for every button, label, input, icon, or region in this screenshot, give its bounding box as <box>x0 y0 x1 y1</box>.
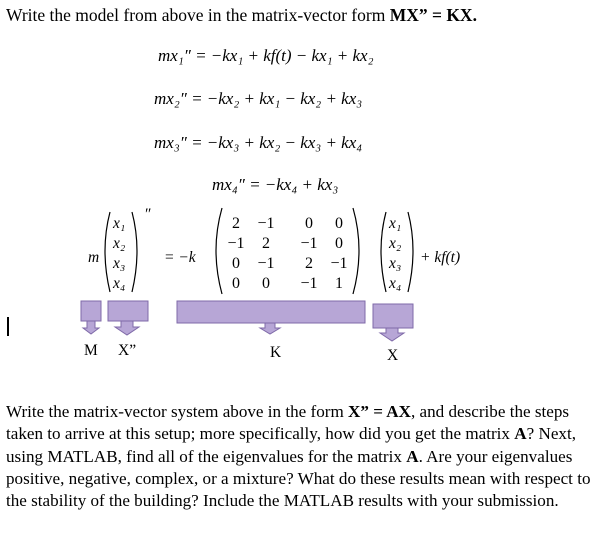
matrix-cell: −1 <box>257 215 275 232</box>
label-k: K <box>270 344 282 361</box>
left-vector-x2: x₂ <box>113 235 126 252</box>
stiffness-matrix <box>227 215 347 292</box>
paragraph-text-2: , and describe the steps taken to arrive at this setup; more specifically, how did you get the matrix <box>6 402 570 444</box>
heading-form: MX” = KX. <box>389 5 477 25</box>
left-vector-paren-right <box>132 212 137 292</box>
paragraph-bold-2: A <box>514 424 527 444</box>
matrix-cell: 2 <box>232 215 240 232</box>
paragraph-bold-3: A <box>406 446 419 466</box>
paragraph-bold-1: X” = AX <box>348 402 411 421</box>
matrix-cell: −1 <box>300 235 318 252</box>
matrix-cell: 0 <box>305 215 313 232</box>
matrix-cell: 2 <box>305 255 313 272</box>
equation-1: mx₁″ = −kx₁ + kf(t) − kx₁ + kx₂ <box>158 46 374 65</box>
matrix-paren-left <box>216 208 222 294</box>
matrix-cell: −1 <box>300 275 318 292</box>
forcing-term: + kf(t) <box>420 249 461 266</box>
right-vector-x4: x₄ <box>389 275 402 292</box>
paragraph-text-3: ? Next, using MATLAB, find all of the eigenvalues for the matrix <box>6 424 576 466</box>
mass-scalar: m <box>88 249 100 266</box>
right-vector-paren-left <box>381 212 386 292</box>
matrix-cell: −1 <box>257 255 275 272</box>
matrix-cell: 1 <box>335 275 343 292</box>
callout-arrow-xpp <box>115 321 139 335</box>
equation-2: mx₂″ = −kx₂ + kx₁ − kx₂ + kx₃ <box>154 89 363 108</box>
matrix-cell: 0 <box>232 255 240 272</box>
equals-minus-k: = −k <box>164 249 196 266</box>
matrix-cell: 2 <box>262 235 270 252</box>
matrix-cell: 0 <box>262 275 270 292</box>
heading-prefix: Write the model from above in the matrix-vector form <box>6 5 390 25</box>
paragraph-text-4: . Are your eigenvalues positive, negative, complex, or a mixture? What do these results mean with respect to the stability of the building? Include the MATLAB results with your submission. <box>6 446 591 511</box>
left-vector-x3: x₃ <box>113 255 126 272</box>
matrix-cell: −1 <box>330 255 348 272</box>
callout-arrow-k <box>260 323 280 334</box>
left-vector-x4: x₄ <box>113 275 126 292</box>
callout-box-m <box>81 301 101 321</box>
matrix-cell: 0 <box>335 235 343 252</box>
label-x: X <box>387 347 399 364</box>
matrix-paren-right <box>353 208 359 294</box>
double-prime: ″ <box>145 206 152 223</box>
callout-box-k <box>177 301 365 323</box>
right-vector-paren-right <box>408 212 413 292</box>
label-m: M <box>84 342 98 359</box>
equation-3: mx₃″ = −kx₃ + kx₂ − kx₃ + kx₄ <box>154 133 363 152</box>
text-cursor <box>7 317 9 336</box>
callout-box-x <box>373 304 413 328</box>
right-vector-x1: x₁ <box>389 215 402 232</box>
right-vector-x3: x₃ <box>389 255 402 272</box>
callout-box-xpp <box>108 301 148 321</box>
left-vector-paren-left <box>105 212 110 292</box>
paragraph-text-1: Write the matrix-vector system above in the form <box>6 402 349 421</box>
question-paragraph <box>6 401 604 512</box>
label-xpp: X” <box>118 342 137 359</box>
left-vector-x1: x₁ <box>113 215 126 232</box>
matrix-cell: −1 <box>227 235 245 252</box>
equation-4: mx₄″ = −kx₄ + kx₃ <box>212 175 339 194</box>
callout-arrow-m <box>83 321 99 334</box>
matrix-cell: 0 <box>335 215 343 232</box>
callout-arrow-x <box>380 328 404 341</box>
right-vector-x2: x₂ <box>389 235 402 252</box>
matrix-cell: 0 <box>232 275 240 292</box>
